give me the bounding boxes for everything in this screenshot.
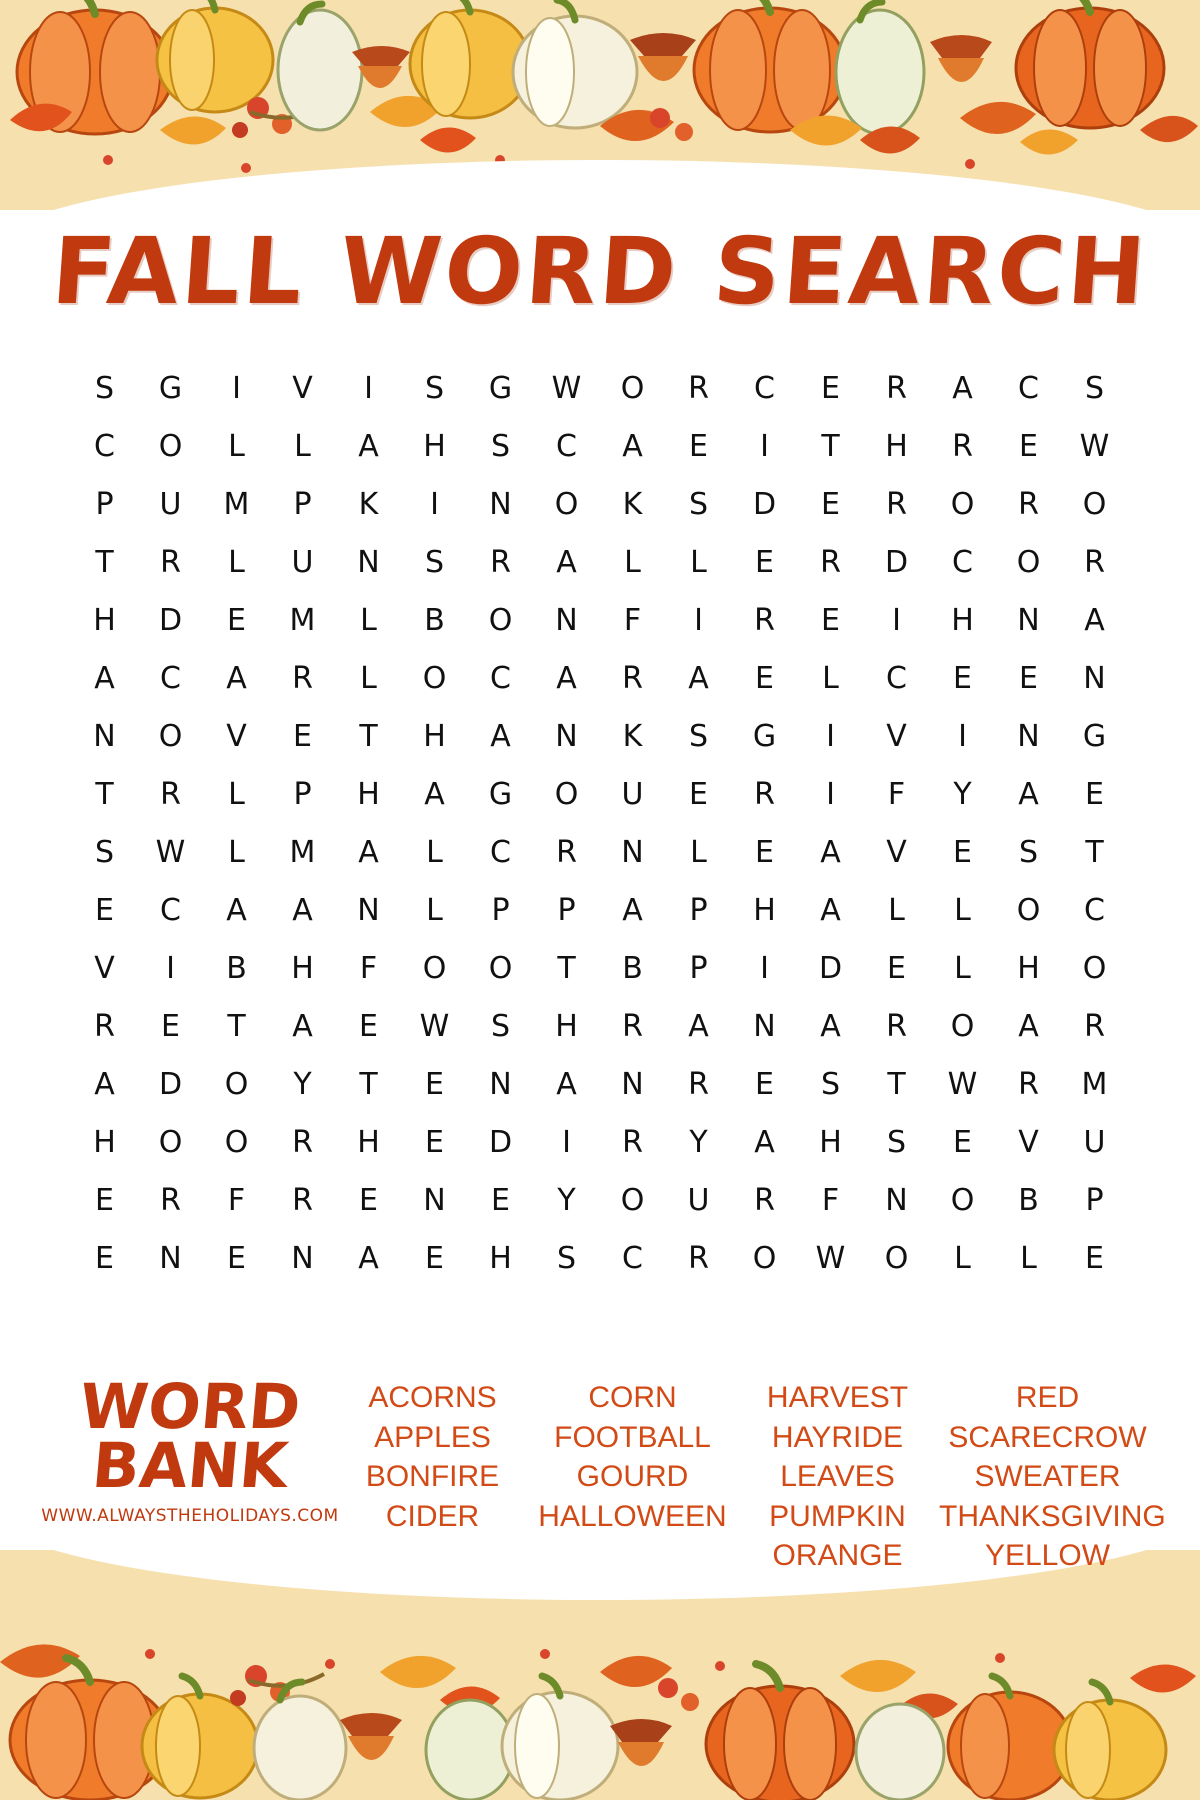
grid-cell: D: [158, 1067, 184, 1102]
grid-cell: O: [224, 1125, 250, 1160]
grid-cell: O: [554, 777, 580, 812]
grid-cell: O: [1082, 951, 1108, 986]
grid-cell: O: [950, 1009, 976, 1044]
word-bank-column-2: [525, 1378, 740, 1536]
grid-cell: V: [94, 951, 116, 986]
grid-cell: L: [228, 545, 246, 580]
grid-cell: B: [226, 951, 248, 986]
grid-cell: E: [689, 429, 709, 464]
grid-cell: A: [226, 893, 248, 928]
grid-cell: H: [357, 1125, 381, 1160]
grid-cell: N: [159, 1241, 183, 1276]
grid-cell: O: [554, 487, 580, 522]
grid-cell: H: [753, 893, 777, 928]
grid-cell: T: [821, 429, 841, 464]
grid-cell: G: [488, 371, 514, 406]
grid-cell: H: [819, 1125, 843, 1160]
grid-cell: E: [755, 1067, 775, 1102]
grid-cell: E: [887, 951, 907, 986]
grid-cell: L: [624, 545, 642, 580]
grid-cell: A: [754, 1125, 776, 1160]
grid-cell: E: [755, 545, 775, 580]
grid-cell: S: [886, 1125, 908, 1160]
grid-cell: P: [689, 893, 709, 928]
grid-cell: R: [754, 1183, 776, 1218]
grid-cell: W: [1079, 429, 1111, 464]
grid-cell: N: [555, 719, 579, 754]
grid-cell: V: [226, 719, 248, 754]
grid-cell: G: [158, 371, 184, 406]
word-bank-item: APPLES: [374, 1420, 491, 1454]
top-autumn-border: [0, 0, 1200, 210]
grid-cell: P: [557, 893, 577, 928]
grid-cell: P: [1085, 1183, 1105, 1218]
grid-cell: A: [688, 1009, 710, 1044]
grid-cell: F: [821, 1183, 841, 1218]
grid-cell: O: [620, 371, 646, 406]
grid-cell: N: [885, 1183, 909, 1218]
grid-cell: E: [95, 1241, 115, 1276]
grid-cell: E: [227, 603, 247, 638]
grid-cell: A: [358, 429, 380, 464]
grid-cell: E: [755, 835, 775, 870]
grid-cell: O: [488, 951, 514, 986]
grid-cell: P: [293, 487, 313, 522]
grid-cell: M: [223, 487, 251, 522]
grid-cell: O: [224, 1067, 250, 1102]
word-bank-item: FOOTBALL: [554, 1420, 711, 1454]
grid-cell: H: [93, 1125, 117, 1160]
grid-cell: I: [430, 487, 440, 522]
word-bank-item: RED: [1015, 1381, 1080, 1414]
grid-cell: A: [226, 661, 248, 696]
grid-cell: O: [1016, 545, 1042, 580]
grid-cell: B: [622, 951, 644, 986]
word-bank-title-line1: WORD: [76, 1370, 304, 1443]
grid-cell: A: [688, 661, 710, 696]
grid-cell: N: [555, 603, 579, 638]
grid-cell: R: [94, 1009, 116, 1044]
grid-cell: Y: [293, 1067, 313, 1102]
grid-cell: O: [1016, 893, 1042, 928]
grid-cell: W: [947, 1067, 979, 1102]
grid-cell: S: [94, 371, 116, 406]
grid-cell: U: [1083, 1125, 1107, 1160]
grid-cell: O: [884, 1241, 910, 1276]
grid-cell: A: [94, 661, 116, 696]
grid-cell: E: [953, 835, 973, 870]
word-bank-item: HARVEST: [766, 1381, 909, 1414]
grid-cell: N: [1017, 719, 1041, 754]
grid-cell: E: [425, 1125, 445, 1160]
grid-cell: A: [490, 719, 512, 754]
grid-cell: L: [360, 661, 378, 696]
grid-cell: I: [760, 951, 770, 986]
grid-cell: E: [953, 661, 973, 696]
grid-cell: E: [1085, 1241, 1105, 1276]
grid-cell: N: [621, 1067, 645, 1102]
grid-cell: H: [291, 951, 315, 986]
grid-cell: S: [424, 371, 446, 406]
grid-cell: L: [888, 893, 906, 928]
grid-cell: V: [886, 835, 908, 870]
grid-cell: E: [821, 487, 841, 522]
grid-cell: N: [1083, 661, 1107, 696]
grid-cell: D: [818, 951, 844, 986]
grid-cell: A: [424, 777, 446, 812]
grid-cell: E: [1019, 429, 1039, 464]
grid-cell: Y: [689, 1125, 709, 1160]
grid-cell: C: [160, 661, 182, 696]
grid-cell: N: [621, 835, 645, 870]
grid-cell: S: [490, 1009, 512, 1044]
grid-cell: L: [954, 893, 972, 928]
grid-cell: I: [166, 951, 176, 986]
word-bank-item: PUMPKIN: [769, 1499, 906, 1533]
grid-cell: I: [694, 603, 704, 638]
grid-cell: R: [490, 545, 512, 580]
grid-cell: R: [952, 429, 974, 464]
grid-cell: O: [422, 661, 448, 696]
grid-cell: C: [490, 835, 512, 870]
grid-cell: O: [1082, 487, 1108, 522]
grid-cell: O: [422, 951, 448, 986]
grid-cell: E: [689, 777, 709, 812]
grid-cell: C: [1084, 893, 1106, 928]
grid-cell: L: [426, 835, 444, 870]
grid-cell: W: [155, 835, 187, 870]
grid-cell: I: [760, 429, 770, 464]
grid-cell: T: [359, 1067, 379, 1102]
grid-cell: N: [1017, 603, 1041, 638]
grid-cell: T: [887, 1067, 907, 1102]
grid-cell: H: [951, 603, 975, 638]
word-bank-item: SCARECROW: [948, 1420, 1147, 1454]
grid-cell: R: [886, 487, 908, 522]
word-bank-item: SWEATER: [974, 1460, 1121, 1494]
grid-cell: O: [158, 1125, 184, 1160]
grid-cell: R: [820, 545, 842, 580]
grid-cell: P: [95, 487, 115, 522]
grid-cell: R: [160, 545, 182, 580]
grid-cell: L: [228, 429, 246, 464]
grid-cell: P: [293, 777, 313, 812]
letter-grid: [72, 360, 1128, 1288]
grid-cell: P: [491, 893, 511, 928]
grid-cell: S: [556, 1241, 578, 1276]
grid-cell: L: [294, 429, 312, 464]
grid-cell: S: [94, 835, 116, 870]
grid-cell: A: [292, 1009, 314, 1044]
grid-cell: U: [687, 1183, 711, 1218]
grid-cell: M: [1081, 1067, 1109, 1102]
grid-cell: C: [622, 1241, 644, 1276]
grid-cell: L: [1020, 1241, 1038, 1276]
word-bank-item: HAYRIDE: [771, 1420, 904, 1454]
grid-cell: A: [1084, 603, 1106, 638]
grid-cell: N: [357, 545, 381, 580]
grid-cell: W: [551, 371, 583, 406]
grid-cell: N: [291, 1241, 315, 1276]
grid-cell: E: [425, 1241, 445, 1276]
word-bank-column-3: [740, 1378, 935, 1576]
grid-cell: E: [359, 1009, 379, 1044]
grid-cell: R: [292, 661, 314, 696]
grid-cell: O: [488, 603, 514, 638]
grid-cell: A: [622, 429, 644, 464]
grid-cell: R: [886, 1009, 908, 1044]
grid-cell: A: [820, 835, 842, 870]
grid-cell: P: [689, 951, 709, 986]
grid-cell: R: [292, 1125, 314, 1160]
grid-cell: C: [160, 893, 182, 928]
grid-cell: B: [424, 603, 446, 638]
grid-cell: R: [160, 777, 182, 812]
grid-cell: A: [358, 835, 380, 870]
grid-cell: L: [228, 835, 246, 870]
grid-cell: S: [1084, 371, 1106, 406]
grid-cell: D: [158, 603, 184, 638]
grid-cell: E: [293, 719, 313, 754]
page-title: FALL WORD SEARCH: [48, 218, 1152, 325]
grid-cell: R: [622, 1009, 644, 1044]
grid-cell: G: [752, 719, 778, 754]
grid-cell: E: [953, 1125, 973, 1160]
grid-cell: A: [94, 1067, 116, 1102]
word-bank-item: THANKSGIVING: [939, 1499, 1166, 1533]
grid-cell: E: [359, 1183, 379, 1218]
grid-cell: A: [820, 893, 842, 928]
grid-cell: I: [562, 1125, 572, 1160]
grid-cell: F: [227, 1183, 247, 1218]
grid-cell: I: [826, 777, 836, 812]
grid-cell: I: [364, 371, 374, 406]
grid-cell: F: [623, 603, 643, 638]
grid-cell: M: [289, 603, 317, 638]
grid-cell: A: [556, 1067, 578, 1102]
grid-cell: Y: [557, 1183, 577, 1218]
grid-cell: V: [292, 371, 314, 406]
grid-cell: S: [688, 487, 710, 522]
word-bank-item: HALLOWEEN: [538, 1499, 727, 1533]
grid-cell: S: [688, 719, 710, 754]
grid-cell: N: [93, 719, 117, 754]
grid-cell: C: [490, 661, 512, 696]
grid-cell: R: [556, 835, 578, 870]
grid-cell: A: [622, 893, 644, 928]
grid-cell: N: [489, 1067, 513, 1102]
grid-cell: F: [887, 777, 907, 812]
grid-cell: B: [1018, 1183, 1040, 1218]
grid-cell: R: [1018, 487, 1040, 522]
grid-cell: A: [1018, 777, 1040, 812]
grid-cell: R: [1084, 545, 1106, 580]
grid-cell: W: [419, 1009, 451, 1044]
word-bank: [40, 1370, 1166, 1576]
word-bank-item: ORANGE: [772, 1539, 903, 1573]
grid-cell: L: [690, 545, 708, 580]
grid-cell: R: [688, 1067, 710, 1102]
grid-cell: M: [289, 835, 317, 870]
grid-cell: H: [1017, 951, 1041, 986]
word-bank-column-1: [340, 1378, 525, 1536]
grid-cell: E: [425, 1067, 445, 1102]
grid-cell: N: [489, 487, 513, 522]
grid-cell: A: [358, 1241, 380, 1276]
grid-cell: R: [1018, 1067, 1040, 1102]
grid-cell: E: [161, 1009, 181, 1044]
grid-cell: V: [1018, 1125, 1040, 1160]
grid-cell: G: [1082, 719, 1108, 754]
grid-cell: I: [958, 719, 968, 754]
grid-cell: C: [556, 429, 578, 464]
grid-cell: H: [885, 429, 909, 464]
grid-cell: D: [752, 487, 778, 522]
grid-cell: N: [423, 1183, 447, 1218]
grid-cell: A: [556, 661, 578, 696]
grid-cell: F: [359, 951, 379, 986]
grid-cell: K: [622, 487, 644, 522]
grid-cell: E: [1085, 777, 1105, 812]
grid-cell: S: [820, 1067, 842, 1102]
grid-cell: A: [952, 371, 974, 406]
grid-cell: R: [886, 371, 908, 406]
grid-cell: E: [1019, 661, 1039, 696]
bottom-autumn-border: [0, 1550, 1200, 1800]
grid-cell: K: [622, 719, 644, 754]
grid-cell: S: [490, 429, 512, 464]
grid-cell: O: [950, 487, 976, 522]
grid-cell: C: [952, 545, 974, 580]
grid-cell: O: [620, 1183, 646, 1218]
grid-cell: E: [755, 661, 775, 696]
grid-cell: U: [159, 487, 183, 522]
grid-cell: H: [489, 1241, 513, 1276]
word-bank-item: BONFIRE: [365, 1460, 500, 1494]
grid-cell: Y: [953, 777, 973, 812]
grid-cell: A: [820, 1009, 842, 1044]
grid-cell: T: [95, 777, 115, 812]
grid-cell: T: [227, 1009, 247, 1044]
grid-cell: E: [95, 893, 115, 928]
autumn-illustration-bottom: [0, 1550, 1200, 1800]
website-url: WWW.ALWAYSTHEHOLIDAYS.COM: [41, 1505, 339, 1526]
grid-cell: L: [690, 835, 708, 870]
grid-cell: O: [158, 429, 184, 464]
word-bank-item: CORN: [588, 1381, 677, 1414]
grid-cell: R: [622, 1125, 644, 1160]
grid-cell: C: [1018, 371, 1040, 406]
grid-cell: H: [423, 719, 447, 754]
word-bank-item: CIDER: [385, 1499, 480, 1533]
grid-cell: A: [556, 545, 578, 580]
grid-cell: R: [754, 603, 776, 638]
grid-cell: T: [1085, 835, 1105, 870]
grid-cell: H: [93, 603, 117, 638]
grid-cell: N: [357, 893, 381, 928]
grid-cell: R: [292, 1183, 314, 1218]
grid-cell: O: [752, 1241, 778, 1276]
grid-cell: H: [555, 1009, 579, 1044]
grid-cell: V: [886, 719, 908, 754]
grid-cell: R: [622, 661, 644, 696]
grid-cell: T: [95, 545, 115, 580]
grid-cell: R: [160, 1183, 182, 1218]
grid-cell: C: [886, 661, 908, 696]
grid-cell: G: [488, 777, 514, 812]
grid-cell: L: [360, 603, 378, 638]
grid-cell: L: [954, 1241, 972, 1276]
word-bank-item: ACORNS: [368, 1381, 497, 1414]
grid-cell: D: [488, 1125, 514, 1160]
grid-cell: S: [1018, 835, 1040, 870]
grid-cell: K: [358, 487, 380, 522]
grid-cell: N: [753, 1009, 777, 1044]
grid-cell: E: [491, 1183, 511, 1218]
word-bank-item: LEAVES: [780, 1460, 895, 1494]
word-bank-item: YELLOW: [984, 1539, 1111, 1573]
grid-cell: H: [357, 777, 381, 812]
grid-cell: L: [426, 893, 444, 928]
grid-cell: I: [892, 603, 902, 638]
grid-cell: R: [1084, 1009, 1106, 1044]
word-bank-column-4: [935, 1378, 1166, 1576]
word-bank-item: GOURD: [576, 1460, 689, 1494]
grid-cell: T: [557, 951, 577, 986]
grid-cell: H: [423, 429, 447, 464]
grid-cell: L: [228, 777, 246, 812]
grid-cell: T: [359, 719, 379, 754]
grid-cell: C: [754, 371, 776, 406]
word-bank-title-line2: BANK: [89, 1428, 291, 1502]
grid-cell: U: [621, 777, 645, 812]
grid-cell: I: [826, 719, 836, 754]
grid-cell: E: [95, 1183, 115, 1218]
grid-cell: R: [688, 1241, 710, 1276]
grid-cell: A: [1018, 1009, 1040, 1044]
grid-cell: U: [291, 545, 315, 580]
grid-cell: L: [822, 661, 840, 696]
grid-cell: O: [158, 719, 184, 754]
grid-cell: O: [950, 1183, 976, 1218]
grid-cell: R: [688, 371, 710, 406]
word-bank-heading: [40, 1370, 340, 1526]
grid-cell: W: [815, 1241, 847, 1276]
grid-cell: E: [821, 603, 841, 638]
grid-cell: E: [227, 1241, 247, 1276]
grid-cell: A: [292, 893, 314, 928]
grid-cell: C: [94, 429, 116, 464]
grid-cell: R: [754, 777, 776, 812]
grid-cell: I: [232, 371, 242, 406]
grid-cell: D: [884, 545, 910, 580]
grid-cell: L: [954, 951, 972, 986]
grid-cell: S: [424, 545, 446, 580]
grid-cell: E: [821, 371, 841, 406]
